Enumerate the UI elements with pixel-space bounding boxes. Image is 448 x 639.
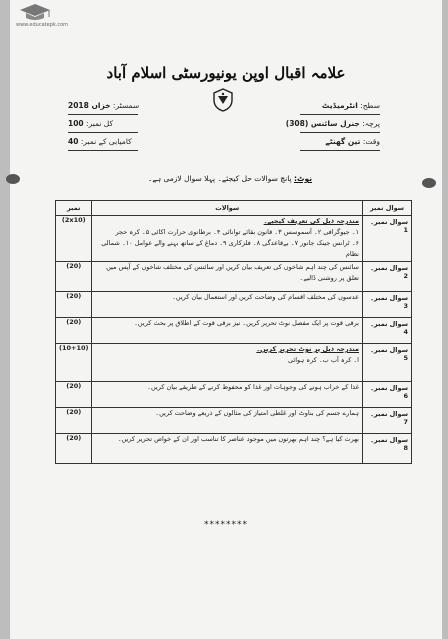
question-row: [56, 408, 412, 434]
question-marks: (20): [56, 382, 92, 408]
question-text: [92, 262, 363, 292]
note-label: نوٹ:: [293, 174, 313, 183]
question-text: [92, 382, 363, 408]
question-marks: (10+10): [56, 344, 92, 382]
question-line: ہمارے جسم کی بناوٹ اور غلطی امتیاز کی مثالوں کے ذریعے وضاحت کریں۔: [155, 409, 359, 417]
question-marks: (20): [56, 318, 92, 344]
time-underline: [300, 150, 380, 151]
paper-underline: [300, 132, 380, 133]
semester-field: [68, 101, 139, 110]
level-value: انٹرمیڈیٹ: [321, 101, 358, 110]
passing-marks-underline: [68, 150, 138, 151]
question-row: [56, 292, 412, 318]
question-lead: مندرجہ ذیل پر نوٹ تحریر کریں۔: [256, 345, 359, 353]
question-number: سوال نمبر۔ 3: [363, 292, 412, 318]
question-number: سوال نمبر۔ 7: [363, 408, 412, 434]
question-text: [92, 292, 363, 318]
semester-value: خزاں 2018: [68, 101, 111, 110]
note-text: پانچ سوالات حل کیجئے۔ پہلا سوال لازمی ہے۔: [147, 174, 292, 183]
table-header-row: [56, 201, 412, 216]
end-of-paper-stars: ********: [204, 520, 248, 530]
question-number: سوال نمبر۔ 8: [363, 434, 412, 464]
time-value: تین گھنٹے: [325, 137, 361, 146]
question-line: عدسوں کی مختلف اقسام کی وضاحت کریں اور استعمال بیان کریں۔: [172, 293, 359, 301]
graduation-cap-icon: [18, 2, 52, 22]
question-text: [92, 216, 363, 262]
question-row: [56, 382, 412, 408]
time-field: [325, 137, 380, 146]
university-seal-icon: [212, 88, 234, 112]
question-line: ا۔ کرہ آب ب۔ کرہ ہوائی: [288, 356, 359, 364]
semester-label: سمسٹر:: [112, 101, 140, 110]
passing-marks-label: کامیابی کے نمبر:: [80, 137, 132, 146]
question-number: سوال نمبر۔ 5: [363, 344, 412, 382]
question-row: [56, 434, 412, 464]
question-line: ۱۔ جیوگرافی ۲۔ آسموسس ۳۔ قانون بقائے توانائی ۴۔ برطانوی حرارت اکائی ۵۔ کرہ حجر: [115, 228, 359, 236]
questions-table: [55, 200, 412, 464]
question-line: سائنس کی چند اہم شاخوں کی تعریف بیان کریں اور سائنس کی مختلف شاخوں کے آپس میں تعلق پر روشنی ڈالیے۔: [106, 263, 359, 282]
time-label: وقت:: [362, 137, 380, 146]
question-lead: مندرجہ ذیل کی تعریف کیجیے۔: [263, 217, 359, 225]
question-number: سوال نمبر۔ 1: [363, 216, 412, 262]
question-marks: (20): [56, 262, 92, 292]
question-number: سوال نمبر۔ 6: [363, 382, 412, 408]
question-line: بھرت کیا ہے؟ چند اہم بھرتوں میں موجود عناصر کا تناسب اور ان کے خواص تحریر کریں۔: [117, 435, 359, 443]
question-row: [56, 262, 412, 292]
paper-value: جنرل سائنس (308): [285, 119, 360, 128]
questions-header: سوالات: [92, 201, 363, 216]
total-marks-underline: [68, 132, 138, 133]
question-marks: (20): [56, 408, 92, 434]
instructions-note: [130, 174, 330, 183]
question-row: [56, 216, 412, 262]
question-marks: (20): [56, 292, 92, 318]
question-text: [92, 434, 363, 464]
question-number-header: سوال نمبر: [363, 201, 412, 216]
site-url: www.educatepk.com: [16, 22, 69, 28]
question-text: [92, 318, 363, 344]
question-row: [56, 344, 412, 382]
question-line: برقی قوت پر ایک مفصل نوٹ تحریر کریں۔ نیز برقی قوت کے اطلاق پر بحث کریں۔: [134, 319, 359, 327]
punch-hole: [422, 178, 436, 188]
passing-marks-field: [68, 137, 132, 146]
passing-marks-value: 40: [68, 137, 79, 146]
level-label: سطح:: [360, 101, 380, 110]
question-number: سوال نمبر۔ 4: [363, 318, 412, 344]
total-marks-label: کل نمبر:: [86, 119, 114, 128]
question-text: [92, 408, 363, 434]
question-line: غذا کے خراب ہونے کی وجوہات اور غذا کو محفوظ کرنے کے طریقے بیان کریں۔: [147, 383, 359, 391]
question-marks: (2x10): [56, 216, 92, 262]
total-marks-field: [68, 119, 113, 128]
question-text: [92, 344, 363, 382]
total-marks-value: 100: [68, 119, 84, 128]
punch-hole: [6, 174, 20, 184]
paper-field: [286, 119, 380, 128]
question-row: [56, 318, 412, 344]
marks-header: نمبر: [56, 201, 92, 216]
exam-paper-sheet: [10, 0, 442, 639]
paper-label: پرچہ:: [362, 119, 380, 128]
question-marks: (20): [56, 434, 92, 464]
level-field: [322, 101, 380, 110]
semester-underline: [68, 114, 138, 115]
university-title: علامہ اقبال اوپن یونیورسٹی اسلام آباد: [106, 64, 346, 82]
question-line: ۶۔ ٹرانس جینک جانور ۷۔ بےقاعدگی ۸۔ فلزکاری ۹۔ دماغ کے ساتھ بہنے والے عوامل ۱۰۔ شمالی نظام: [101, 239, 359, 258]
level-underline: [300, 114, 380, 115]
question-number: سوال نمبر۔ 2: [363, 262, 412, 292]
